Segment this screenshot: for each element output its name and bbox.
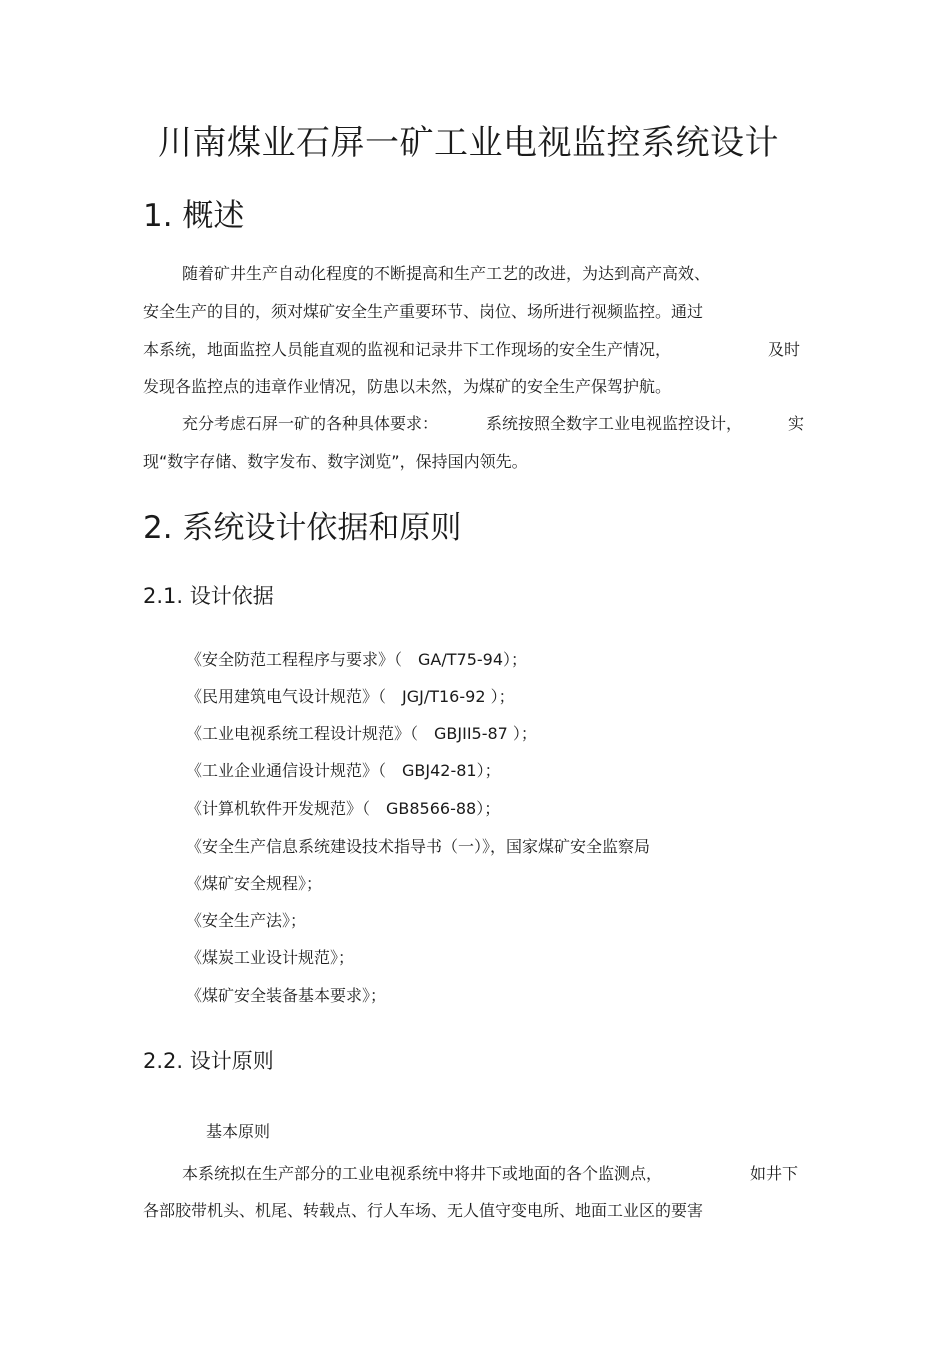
reference-item: 《煤矿安全装备基本要求》； — [186, 986, 387, 1005]
paragraph-line: 如井下 — [750, 1164, 799, 1183]
paragraph-line: 随着矿井生产自动化程度的不断提高和生产工艺的改进，为达到高产高效、 — [182, 264, 711, 283]
reference-item: 《安全生产信息系统建设技术指导书（一）》，国家煤矿安全监察局 — [186, 837, 651, 856]
paragraph-line: 及时 — [768, 340, 801, 359]
document-title: 川南煤业石屏一矿工业电视监控系统设计 — [158, 123, 779, 163]
section-2-heading: 2. 系统设计依据和原则 — [143, 510, 462, 546]
paragraph-line: 系统按照全数字工业电视监控设计， — [486, 414, 743, 433]
paragraph-line: 实 — [788, 414, 805, 433]
paragraph-line: 现“数字存储、数字发布、数字浏览”，保持国内领先。 — [143, 452, 528, 471]
reference-item: 《工业企业通信设计规范》（ GBJ42-81）； — [186, 761, 501, 780]
paragraph-line: 本系统拟在生产部分的工业电视系统中将井下或地面的各个监测点， — [182, 1164, 663, 1183]
reference-item: 《安全生产法》； — [186, 911, 307, 930]
paragraph-line: 本系统，地面监控人员能直观的监视和记录井下工作现场的安全生产情况， — [143, 340, 672, 359]
paragraph-line: 安全生产的目的，须对煤矿安全生产重要环节、岗位、场所进行视频监控。通过 — [143, 302, 704, 321]
paragraph-line: 各部胶带机头、机尾、转载点、行人车场、无人值守变电所、地面工业区的要害 — [143, 1201, 704, 1220]
reference-item: 《煤炭工业设计规范》； — [186, 948, 355, 967]
reference-item: 《民用建筑电气设计规范》（ JGJ/T16-92 ）； — [186, 687, 515, 706]
paragraph-line: 发现各监控点的违章作业情况，防患以未然，为煤矿的安全生产保驾护航。 — [143, 377, 672, 396]
paragraph-line: 充分考虑石屏一矿的各种具体要求： — [182, 414, 439, 433]
section-2-2-heading: 2.2. 设计原则 — [143, 1049, 274, 1073]
reference-item: 《安全防范工程程序与要求》（ GA/T75-94）； — [186, 650, 528, 669]
reference-item: 《工业电视系统工程设计规范》（ GBJII5-87 ）； — [186, 724, 537, 743]
section-2-1-heading: 2.1. 设计依据 — [143, 584, 274, 608]
section-1-heading: 1. 概述 — [143, 198, 245, 234]
reference-item: 《计算机软件开发规范》（ GB8566-88）； — [186, 799, 501, 818]
subsection-label: 基本原则 — [206, 1122, 271, 1141]
reference-item: 《煤矿安全规程》； — [186, 874, 323, 893]
